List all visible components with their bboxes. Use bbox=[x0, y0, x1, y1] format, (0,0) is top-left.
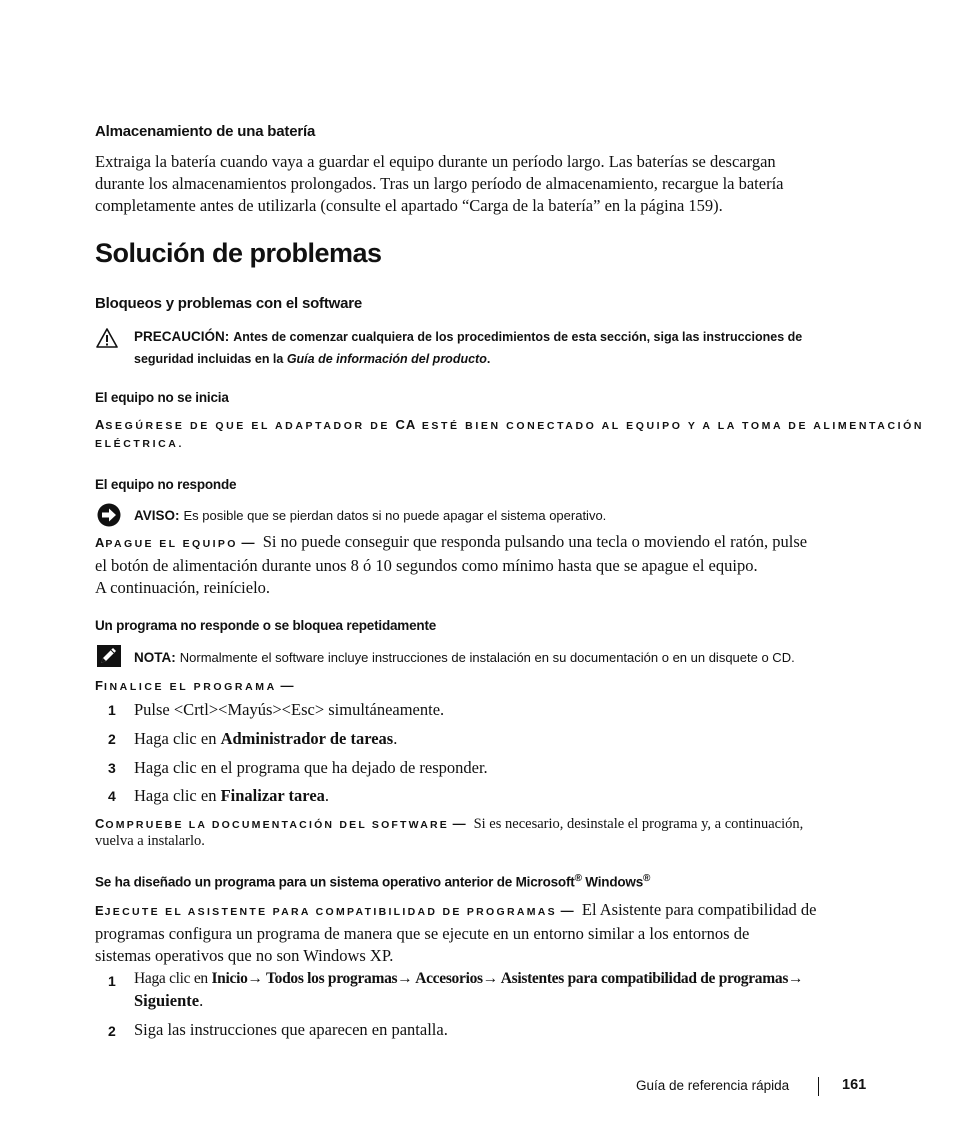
caution-label: PRECAUCIÓN: bbox=[134, 329, 230, 344]
notice-arrow-icon bbox=[97, 503, 121, 527]
no-start-line-2: ELÉCTRICA. bbox=[95, 438, 184, 450]
check-docs-line-2: vuelva a instalarlo. bbox=[95, 833, 205, 849]
check-docs-dash: — bbox=[448, 816, 466, 831]
section-heading-storage: Almacenamiento de una batería bbox=[95, 123, 316, 140]
step-text bbox=[134, 758, 488, 778]
step-number: 3 bbox=[108, 760, 116, 776]
compat-step-1-cont bbox=[134, 991, 203, 1011]
footer-title: Guía de referencia rápida bbox=[636, 1078, 790, 1093]
caution-line-1: Antes de comenzar cualquiera de los procedimientos de esta sección, siga las instrucciones de bbox=[233, 330, 803, 344]
older-os-heading-a: Se ha diseñado un programa para un sistema operativo anterior de Microsoft bbox=[95, 874, 575, 890]
storage-line-1: Extraiga la batería cuando vaya a guardar el equipo durante un período largo. Las baterías se descargan bbox=[95, 152, 776, 171]
no-respond-lead-rest: PAGUE EL EQUIPO bbox=[105, 538, 238, 550]
page-number: 161 bbox=[842, 1077, 867, 1093]
check-docs-cap: C bbox=[95, 816, 106, 831]
finalize-lead-cap: F bbox=[95, 678, 104, 693]
compat-step-2: Siga las instrucciones que aparecen en pantalla. bbox=[134, 1020, 448, 1039]
registered-mark: ® bbox=[574, 873, 582, 884]
no-respond-paragraph bbox=[95, 531, 865, 599]
task-manager-label: Administrador de tareas bbox=[220, 729, 394, 748]
compat-step-1-period: . bbox=[199, 991, 204, 1010]
compat-step-1-pre: Haga clic en bbox=[134, 970, 212, 987]
caution-triangle-icon bbox=[96, 328, 118, 348]
note-text: Normalmente el software incluye instrucciones de instalación en su documentación o en un disquete o CD. bbox=[179, 650, 795, 665]
step-2-period: . bbox=[393, 729, 398, 748]
step-number: 1 bbox=[108, 973, 116, 989]
note-software bbox=[134, 649, 795, 667]
notice-data-loss bbox=[134, 507, 606, 525]
step-number: 4 bbox=[108, 788, 116, 804]
note-pencil-icon bbox=[97, 645, 121, 667]
storage-line-3: completamente antes de utilizarla (consulte el apartado “Carga de la batería” en la página 159). bbox=[95, 196, 723, 215]
no-start-text-a: SEGÚRESE DE QUE EL ADAPTADOR DE bbox=[105, 420, 396, 432]
finalize-lead bbox=[95, 677, 293, 695]
finalize-dash: — bbox=[276, 678, 294, 693]
caution-line-2-pre: seguridad incluidas en la bbox=[134, 352, 287, 366]
step-text bbox=[134, 786, 329, 806]
notice-text: Es posible que se pierdan datos si no puede apagar el sistema operativo. bbox=[183, 508, 607, 523]
check-docs-line-1: Si es necesario, desinstale el programa y, a continuación, bbox=[473, 816, 804, 832]
no-start-text-b: ESTÉ BIEN CONECTADO AL EQUIPO Y A LA TOMA DE ALIMENTACIÓN bbox=[416, 420, 925, 432]
registered-mark: ® bbox=[643, 873, 651, 884]
compat-lead: JECUTE EL ASISTENTE PARA COMPATIBILIDAD DE PROGRAMAS bbox=[104, 906, 557, 918]
step-3-text: Haga clic en el programa que ha dejado de responder. bbox=[134, 758, 488, 777]
step-text bbox=[134, 700, 444, 720]
check-docs-paragraph bbox=[95, 815, 803, 833]
caution-notice bbox=[134, 328, 864, 368]
end-task-label: Finalizar tarea bbox=[220, 786, 325, 805]
finalize-lead-rest: INALICE EL PROGRAMA bbox=[103, 681, 277, 693]
chapter-heading: Solución de problemas bbox=[95, 238, 382, 268]
compat-line-1: El Asistente para compatibilidad de bbox=[581, 900, 817, 919]
note-label: NOTA: bbox=[134, 650, 176, 665]
no-respond-lead-cap: A bbox=[95, 535, 106, 550]
no-start-cap-a: A bbox=[95, 417, 106, 432]
compat-step-1 bbox=[134, 970, 803, 988]
older-os-heading-b: Windows bbox=[581, 874, 644, 890]
no-respond-lead bbox=[95, 535, 238, 550]
notice-label: AVISO: bbox=[134, 508, 180, 523]
compat-line-3: sistemas operativos que no son Windows XP. bbox=[95, 946, 394, 965]
no-respond-line-2: el botón de alimentación durante unos 8 ó 10 segundos como mínimo hasta que se apague el equipo. bbox=[95, 556, 758, 575]
compat-lead-cap: E bbox=[95, 903, 105, 918]
subheading-no-start: El equipo no se inicia bbox=[95, 390, 229, 405]
caution-period: . bbox=[486, 352, 491, 366]
no-respond-line-3: A continuación, reinícielo. bbox=[95, 578, 271, 597]
menu-path: Inicio→ Todos los programas→ Accesorios→ Asistentes para compatibilidad de programas→ bbox=[211, 970, 804, 987]
step-4-period: . bbox=[324, 786, 330, 805]
step-text bbox=[134, 729, 397, 749]
compat-dash: — bbox=[557, 903, 574, 918]
storage-line-2: durante los almacenamientos prolongados. Tras un largo período de almacenamiento, recargue la batería bbox=[95, 174, 784, 193]
check-docs-lead: OMPRUEBE LA DOCUMENTACIÓN DEL SOFTWARE bbox=[105, 819, 449, 831]
compat-paragraph bbox=[95, 899, 865, 967]
step-number: 2 bbox=[108, 1023, 116, 1039]
no-respond-line-1: Si no puede conseguir que responda pulsando una tecla o moviendo el ratón, pulse bbox=[262, 532, 808, 551]
caution-guide-title: Guía de información del producto bbox=[286, 352, 487, 366]
step-1-text: Pulse <Crtl><Mayús><Esc> simultáneamente. bbox=[134, 700, 445, 719]
footer-separator bbox=[818, 1077, 819, 1096]
step-number: 1 bbox=[108, 702, 116, 718]
no-start-cap-ca: CA bbox=[395, 417, 417, 432]
step-2-text: Haga clic en bbox=[134, 729, 221, 748]
storage-paragraph bbox=[95, 151, 865, 217]
subheading-older-os bbox=[95, 873, 650, 890]
subheading-program-hang: Un programa no responde o se bloquea repetidamente bbox=[95, 618, 437, 633]
step-4-text: Haga clic en bbox=[134, 786, 221, 805]
no-start-instruction bbox=[95, 417, 924, 432]
subheading-no-respond: El equipo no responde bbox=[95, 477, 237, 492]
step-number: 2 bbox=[108, 731, 116, 747]
compat-line-2: programas configura un programa de manera que se ejecute en un entorno similar a los entornos de bbox=[95, 924, 750, 943]
no-respond-dash: — bbox=[237, 535, 255, 550]
next-label: Siguiente bbox=[134, 991, 200, 1010]
section-heading-lockups: Bloqueos y problemas con el software bbox=[95, 295, 363, 312]
